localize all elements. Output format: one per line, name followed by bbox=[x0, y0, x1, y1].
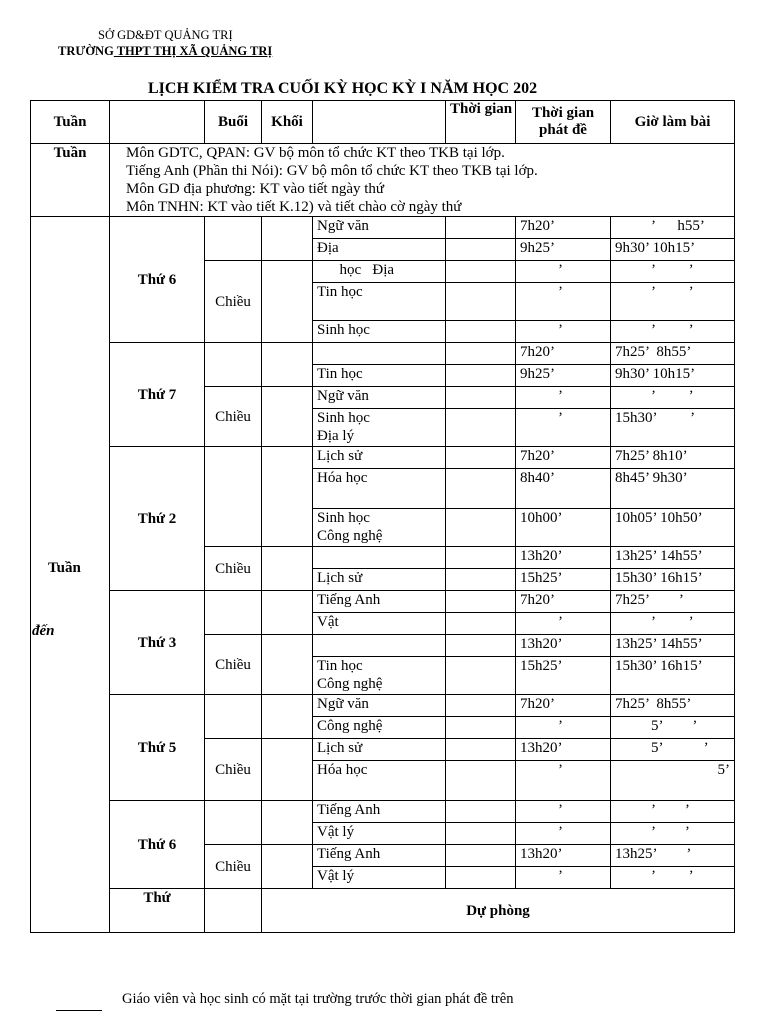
schedule-row bbox=[31, 217, 735, 239]
duration-cell bbox=[446, 591, 516, 613]
page-title: LỊCH KIỂM TRA CUỐI KỲ HỌC KỲ I NĂM HỌC 202 bbox=[148, 80, 538, 97]
issue-time-cell: 10h00’ bbox=[516, 509, 611, 547]
work-time-cell: 13h25’ 14h55’ bbox=[611, 547, 735, 569]
issue-time-cell: 7h20’ bbox=[516, 695, 611, 717]
session-cell bbox=[205, 695, 262, 739]
issue-time-cell: ’ bbox=[516, 867, 611, 889]
grade-cell bbox=[262, 447, 313, 547]
issue-time-cell: ’ bbox=[516, 387, 611, 409]
grade-cell bbox=[262, 845, 313, 889]
col-work-time: Giờ làm bài bbox=[611, 101, 735, 144]
session-cell: Chiều bbox=[205, 547, 262, 591]
col-subject bbox=[313, 101, 446, 144]
issue-time-cell: ’ bbox=[516, 261, 611, 283]
duration-cell bbox=[446, 283, 516, 321]
notes-row bbox=[31, 144, 735, 217]
grade-cell bbox=[262, 387, 313, 447]
subject-cell: Ngữ văn bbox=[313, 695, 446, 717]
subject-cell: Sinh học Công nghệ bbox=[313, 509, 446, 547]
session-cell bbox=[205, 889, 262, 933]
duration-cell bbox=[446, 761, 516, 801]
work-time-cell: 15h30’ ’ bbox=[611, 409, 735, 447]
issue-time-cell: 15h25’ bbox=[516, 657, 611, 695]
day-cell: Thứ bbox=[110, 889, 205, 933]
duration-cell bbox=[446, 845, 516, 867]
session-cell: Chiều bbox=[205, 845, 262, 889]
note-line: Môn GDTC, QPAN: GV bộ môn tổ chức KT theo TKB tại lớp. bbox=[126, 145, 505, 161]
schedule-row bbox=[31, 801, 735, 823]
week-to-label: đến bbox=[32, 623, 55, 639]
duration-cell bbox=[446, 739, 516, 761]
grade-cell bbox=[262, 695, 313, 739]
work-time-cell: 9h30’ 10h15’ bbox=[611, 239, 735, 261]
grade-cell bbox=[262, 343, 313, 387]
day-cell: Thứ 3 bbox=[110, 591, 205, 695]
work-time-cell: ’ ’ bbox=[611, 283, 735, 321]
note-line: Môn GD địa phương: KT vào tiết ngày thứ bbox=[126, 181, 385, 197]
work-time-cell: 7h25’ 8h55’ bbox=[611, 695, 735, 717]
issue-time-cell: 9h25’ bbox=[516, 365, 611, 387]
issue-time-cell: 7h20’ bbox=[516, 217, 611, 239]
footer-note: Giáo viên và học sinh có mặt tại trường trước thời gian phát đề trên bbox=[122, 991, 514, 1007]
work-time-cell: 9h30’ 10h15’ bbox=[611, 365, 735, 387]
subject-cell: Lịch sử bbox=[313, 569, 446, 591]
work-time-cell: 5’ ’ bbox=[611, 717, 735, 739]
subject-cell bbox=[313, 635, 446, 657]
work-time-cell: ’ ’ bbox=[611, 801, 735, 823]
subject-cell: Lịch sử bbox=[313, 447, 446, 469]
subject-cell: Tiếng Anh bbox=[313, 845, 446, 867]
session-cell bbox=[205, 343, 262, 387]
footer-rule bbox=[56, 1010, 102, 1011]
notes-cell bbox=[110, 144, 735, 217]
session-cell: Chiều bbox=[205, 387, 262, 447]
work-time-cell: 8h45’ 9h30’ bbox=[611, 469, 735, 509]
duration-cell bbox=[446, 695, 516, 717]
col-grade: Khối bbox=[262, 101, 313, 144]
duration-cell bbox=[446, 823, 516, 845]
duration-cell bbox=[446, 469, 516, 509]
col-issue-time: Thời gian phát đề bbox=[516, 101, 611, 144]
schedule-row bbox=[31, 343, 735, 365]
day-cell: Thứ 5 bbox=[110, 695, 205, 801]
duration-cell bbox=[446, 447, 516, 469]
duration-cell bbox=[446, 657, 516, 695]
issue-time-cell: ’ bbox=[516, 801, 611, 823]
work-time-cell: ’ ’ bbox=[611, 321, 735, 343]
issue-time-cell: ’ bbox=[516, 823, 611, 845]
session-cell bbox=[205, 801, 262, 845]
issue-time-cell: ’ bbox=[516, 717, 611, 739]
subject-cell: Ngữ văn bbox=[313, 387, 446, 409]
duration-cell bbox=[446, 635, 516, 657]
work-time-cell: 10h05’ 10h50’ bbox=[611, 509, 735, 547]
duration-cell bbox=[446, 261, 516, 283]
grade-cell bbox=[262, 635, 313, 695]
grade-cell bbox=[262, 261, 313, 343]
work-time-cell: ’ ’ bbox=[611, 823, 735, 845]
duration-cell bbox=[446, 867, 516, 889]
note-line: Môn TNHN: KT vào tiết K.12) và tiết chào cờ ngày thứ bbox=[126, 199, 462, 215]
day-cell: Thứ 7 bbox=[110, 343, 205, 447]
grade-cell bbox=[262, 591, 313, 635]
col-duration: Thời gian bbox=[446, 101, 516, 144]
subject-cell: Công nghệ bbox=[313, 717, 446, 739]
department-name: SỞ GD&ĐT QUẢNG TRỊ bbox=[98, 28, 233, 42]
duration-cell bbox=[446, 569, 516, 591]
grade-cell bbox=[262, 801, 313, 845]
subject-cell: Tiếng Anh bbox=[313, 801, 446, 823]
subject-cell: Vật bbox=[313, 613, 446, 635]
issue-time-cell: ’ bbox=[516, 321, 611, 343]
school-name: TRƯỜNG THPT THỊ XÃ QUẢNG TRỊ bbox=[58, 44, 273, 58]
reserve-cell: Dự phòng bbox=[262, 889, 735, 933]
duration-cell bbox=[446, 613, 516, 635]
subject-cell: Lịch sử bbox=[313, 739, 446, 761]
notes-week: Tuần bbox=[31, 144, 110, 217]
subject-cell: Địa bbox=[313, 239, 446, 261]
duration-cell bbox=[446, 547, 516, 569]
col-day bbox=[110, 101, 205, 144]
work-time-cell: 13h25’ ’ bbox=[611, 845, 735, 867]
issue-time-cell: 13h20’ bbox=[516, 739, 611, 761]
issue-time-cell: 13h20’ bbox=[516, 845, 611, 867]
subject-cell: Sinh học bbox=[313, 321, 446, 343]
work-time-cell: ’ ’ bbox=[611, 261, 735, 283]
session-cell bbox=[205, 217, 262, 261]
work-time-cell: 5’ ’ bbox=[611, 739, 735, 761]
issue-time-cell: 8h40’ bbox=[516, 469, 611, 509]
work-time-cell: 7h25’ 8h10’ bbox=[611, 447, 735, 469]
work-time-cell: 15h30’ 16h15’ bbox=[611, 657, 735, 695]
subject-cell: Tin học bbox=[313, 283, 446, 321]
grade-cell bbox=[262, 739, 313, 801]
subject-cell: Tin học Công nghệ bbox=[313, 657, 446, 695]
subject-cell: Hóa học bbox=[313, 469, 446, 509]
session-cell: Chiều bbox=[205, 739, 262, 801]
issue-time-cell: 9h25’ bbox=[516, 239, 611, 261]
day-cell: Thứ 6 bbox=[110, 217, 205, 343]
duration-cell bbox=[446, 365, 516, 387]
issue-time-cell: ’ bbox=[516, 761, 611, 801]
note-line: Tiếng Anh (Phần thi Nói): GV bộ môn tổ chức KT theo TKB tại lớp. bbox=[126, 163, 538, 179]
duration-cell bbox=[446, 801, 516, 823]
issue-time-cell: 7h20’ bbox=[516, 447, 611, 469]
subject-cell: Vật lý bbox=[313, 867, 446, 889]
work-time-cell: 5’ bbox=[611, 761, 735, 801]
session-cell: Chiều bbox=[205, 635, 262, 695]
issue-time-cell: ’ bbox=[516, 613, 611, 635]
duration-cell bbox=[446, 321, 516, 343]
duration-cell bbox=[446, 343, 516, 365]
work-time-cell: ’ ’ bbox=[611, 387, 735, 409]
duration-cell bbox=[446, 217, 516, 239]
schedule-row bbox=[31, 591, 735, 613]
work-time-cell: 7h25’ 8h55’ bbox=[611, 343, 735, 365]
work-time-cell: ’ ’ bbox=[611, 867, 735, 889]
session-cell bbox=[205, 591, 262, 635]
reserve-row bbox=[31, 889, 735, 933]
schedule-row bbox=[31, 447, 735, 469]
week-label: Tuần bbox=[48, 560, 81, 576]
work-time-cell: 13h25’ 14h55’ bbox=[611, 635, 735, 657]
subject-cell bbox=[313, 547, 446, 569]
header-row bbox=[31, 101, 735, 144]
subject-cell: Vật lý bbox=[313, 823, 446, 845]
issue-time-cell: 15h25’ bbox=[516, 569, 611, 591]
grade-cell bbox=[262, 217, 313, 261]
work-time-cell: ’ ’ bbox=[611, 613, 735, 635]
work-time-cell: 15h30’ 16h15’ bbox=[611, 569, 735, 591]
col-week: Tuần bbox=[31, 101, 110, 144]
day-cell: Thứ 6 bbox=[110, 801, 205, 889]
subject-cell bbox=[313, 343, 446, 365]
exam-schedule-table bbox=[30, 100, 735, 933]
duration-cell bbox=[446, 239, 516, 261]
schedule-row bbox=[31, 695, 735, 717]
issue-time-cell: ’ bbox=[516, 283, 611, 321]
duration-cell bbox=[446, 717, 516, 739]
work-time-cell: 7h25’ ’ bbox=[611, 591, 735, 613]
duration-cell bbox=[446, 409, 516, 447]
subject-cell: Sinh học Địa lý bbox=[313, 409, 446, 447]
duration-cell bbox=[446, 509, 516, 547]
issue-time-cell: 13h20’ bbox=[516, 547, 611, 569]
subject-cell: Tiếng Anh bbox=[313, 591, 446, 613]
subject-cell: Hóa học bbox=[313, 761, 446, 801]
issue-time-cell: 7h20’ bbox=[516, 591, 611, 613]
duration-cell bbox=[446, 387, 516, 409]
session-cell: Chiều bbox=[205, 261, 262, 343]
col-session: Buổi bbox=[205, 101, 262, 144]
issue-time-cell: ’ bbox=[516, 409, 611, 447]
subject-cell: Tin học bbox=[313, 365, 446, 387]
work-time-cell: ’ h55’ bbox=[611, 217, 735, 239]
session-cell bbox=[205, 447, 262, 547]
day-cell: Thứ 2 bbox=[110, 447, 205, 591]
grade-cell bbox=[262, 547, 313, 591]
issue-time-cell: 7h20’ bbox=[516, 343, 611, 365]
subject-cell: học Địa bbox=[313, 261, 446, 283]
subject-cell: Ngữ văn bbox=[313, 217, 446, 239]
issue-time-cell: 13h20’ bbox=[516, 635, 611, 657]
